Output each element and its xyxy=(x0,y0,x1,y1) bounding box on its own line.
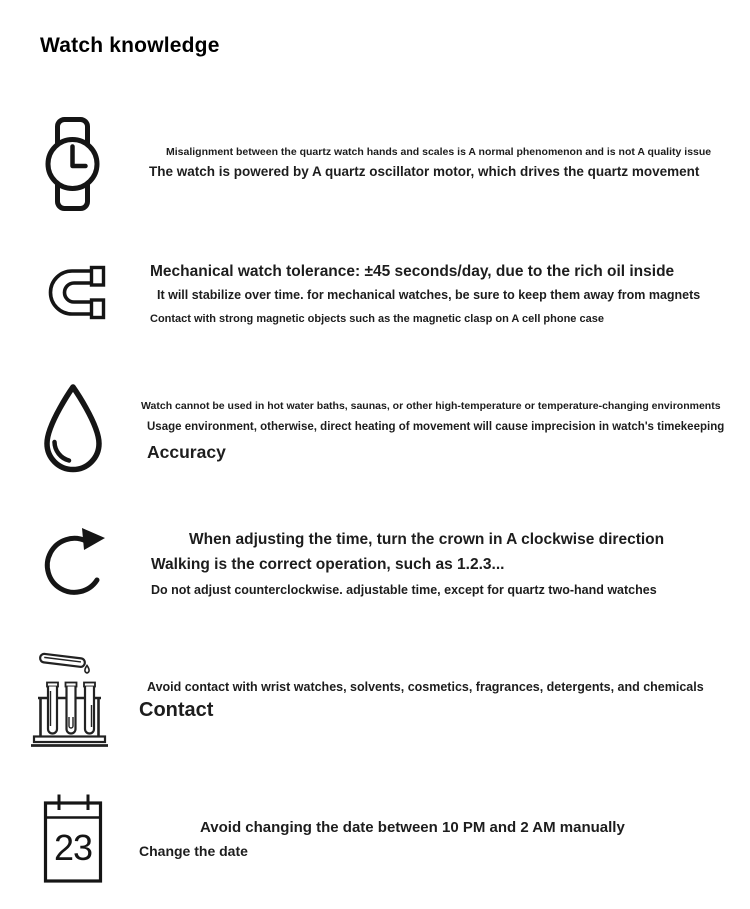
accuracy-sub-line: Usage environment, otherwise, direct heating of movement will cause imprecision in watch's timekeeping xyxy=(147,421,725,433)
magnet-main-line: Mechanical watch tolerance: ±45 seconds/day, due to the rich oil inside xyxy=(150,263,675,280)
calendar-icon xyxy=(42,793,104,885)
clockwise-main-line: When adjusting the time, turn the crown in A clockwise direction xyxy=(189,531,665,548)
clockwise-note-line: Do not adjust counterclockwise. adjustable time, except for quartz two-hand watches xyxy=(151,583,657,597)
accuracy-note-line: Watch cannot be used in hot water baths, saunas, or other high-temperature or temperature-changing environments xyxy=(141,400,721,412)
clockwise-arrow-icon xyxy=(42,520,112,608)
water-drop-icon xyxy=(41,382,105,474)
quartz-note-line: Misalignment between the quartz watch hands and scales is A normal phenomenon and is not A quality issue xyxy=(166,146,712,158)
contact-note-line: Avoid contact with wrist watches, solvents, cosmetics, fragrances, detergents, and chemicals xyxy=(147,680,704,694)
page-title: Watch knowledge xyxy=(40,34,220,57)
magnet-note-line: Contact with strong magnetic objects such as the magnetic clasp on A cell phone case xyxy=(150,313,604,325)
magnet-icon xyxy=(47,261,106,324)
test-tubes-icon xyxy=(27,649,112,749)
contact-heading: Contact xyxy=(139,699,214,721)
quartz-main-line: The watch is powered by A quartz oscillator motor, which drives the quartz movement xyxy=(149,164,700,179)
magnet-sub-line: It will stabilize over time. for mechanical watches, be sure to keep them away from magnets xyxy=(157,288,701,302)
clockwise-sub-line: Walking is the correct operation, such as 1.2.3... xyxy=(151,556,505,573)
accuracy-heading: Accuracy xyxy=(147,442,226,462)
calendar-day-number: 23 xyxy=(53,827,93,868)
date-main-line: Avoid changing the date between 10 PM and 2 AM manually xyxy=(200,819,625,836)
date-heading: Change the date xyxy=(139,843,248,859)
watch-icon xyxy=(44,116,101,212)
